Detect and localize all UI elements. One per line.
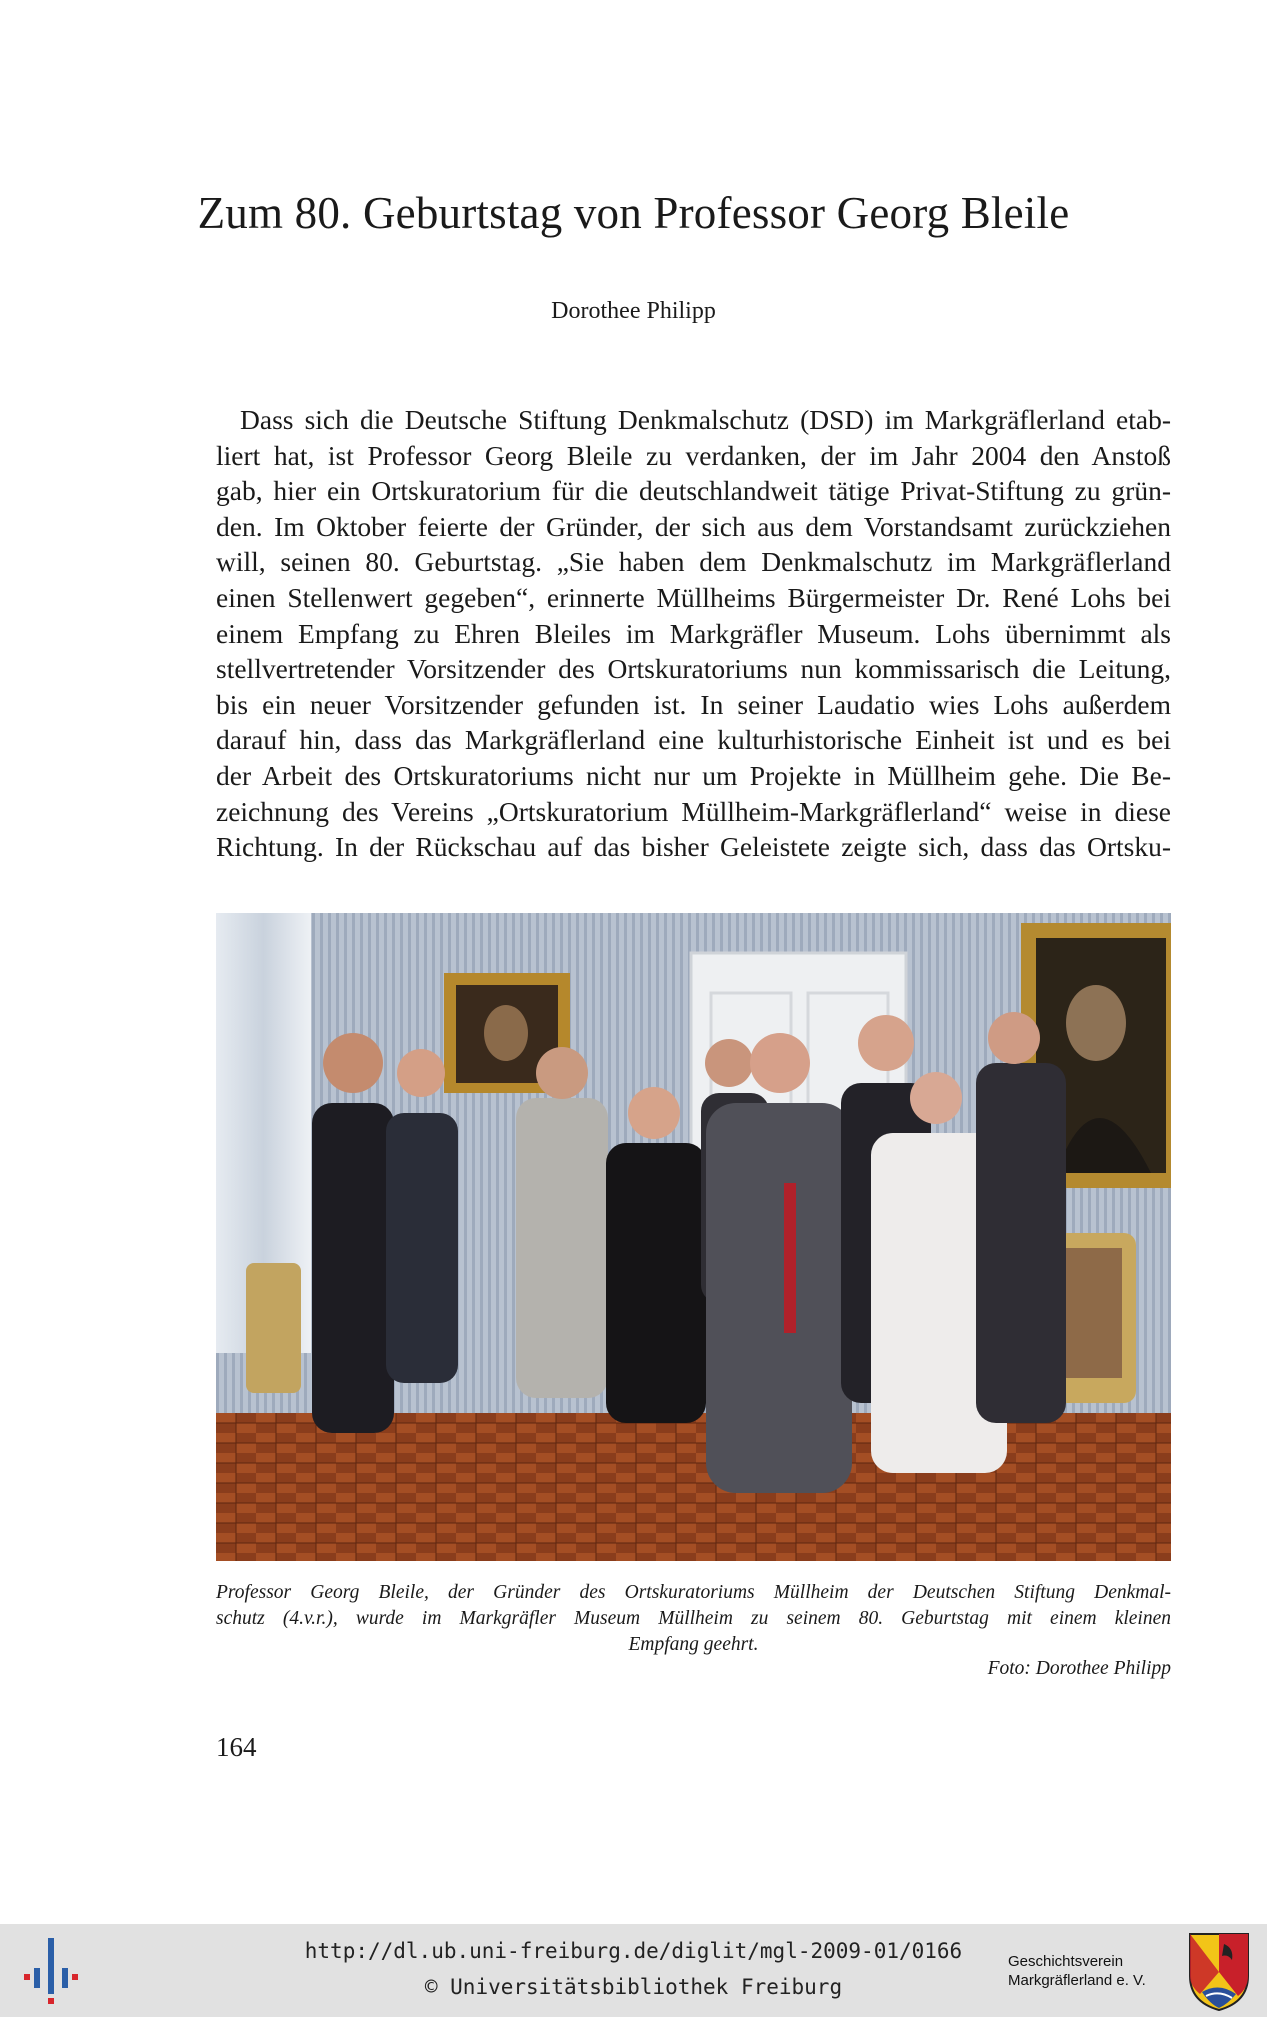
body-line: Dass sich die Deutsche Stiftung Denkmalschutz (DSD) im Markgräflerland etab- [240,404,1171,435]
body-line: den. Im Oktober feierte der Gründer, der sich aus dem Vorstandsamt zurückziehen [216,510,1171,542]
coat-of-arms-icon [1188,1932,1250,2012]
body-line: Richtung. In der Rückschau auf das bisher Geleistete zeigte sich, dass das Ortsku- [216,831,1171,863]
body-line: liert hat, ist Professor Georg Bleile zu verdanken, der im Jahr 2004 den Anstoß [216,439,1171,471]
photo-credit: Foto: Dorothee Philipp [987,1658,1171,1679]
body-line: gab, hier ein Ortskuratorium für die deutschlandweit tätige Privat-Stiftung zu grün- [216,475,1171,507]
page-number: 164 [216,1732,257,1762]
footer-bar [0,1924,1267,2017]
body-line: bis ein neuer Vorsitzender gefunden ist. In seiner Laudatio wies Lohs außerdem [216,688,1171,720]
body-line: der Arbeit des Ortskuratoriums nicht nur um Projekte in Müllheim gehe. Die Be- [216,759,1171,791]
article-title: Zum 80. Geburtstag von Professor Georg Bleile [197,188,1070,238]
article-body [216,402,1171,865]
figure-caption [216,1580,1171,1658]
caption-line: Professor Georg Bleile, der Gründer des Ortskuratoriums Müllheim der Deutschen Stiftung Denkmal- [216,1582,1171,1603]
footer-url[interactable]: http://dl.ub.uni-freiburg.de/diglit/mgl-2009-01/0166 [304,1939,963,1963]
society-name [1008,1952,1178,1990]
footer-copyright: © Universitätsbibliothek Freiburg [424,1975,843,1999]
body-line: einem Empfang zu Ehren Bleiles im Markgräfler Museum. Lohs übernimmt als [216,617,1171,649]
society-line: Markgräflerland e. V. [1008,1972,1146,1989]
group-photo [216,913,1171,1561]
caption-line: Empfang geehrt. [628,1634,759,1655]
caption-line: schutz (4.v.r.), wurde im Markgräfler Museum Müllheim zu seinem 80. Geburtstag mit einem kleinen [216,1608,1171,1629]
body-line: zeichnung des Vereins „Ortskuratorium Müllheim-Markgräflerland“ weise in diese [216,795,1171,827]
body-line: darauf hin, dass das Markgräflerland eine kulturhistorische Einheit ist und es bei [216,724,1171,756]
group-photo-image [216,913,1171,1561]
body-line: stellvertretender Vorsitzender des Ortskuratoriums nun kommissarisch die Leitung, [216,653,1171,685]
body-line: einen Stellenwert gegeben“, erinnerte Müllheims Bürgermeister Dr. René Lohs bei [216,581,1171,613]
society-line: Geschichtsverein [1008,1953,1124,1970]
body-line: will, seinen 80. Geburtstag. „Sie haben dem Denkmalschutz im Markgräflerland [216,546,1171,578]
article-author: Dorothee Philipp [551,298,716,324]
